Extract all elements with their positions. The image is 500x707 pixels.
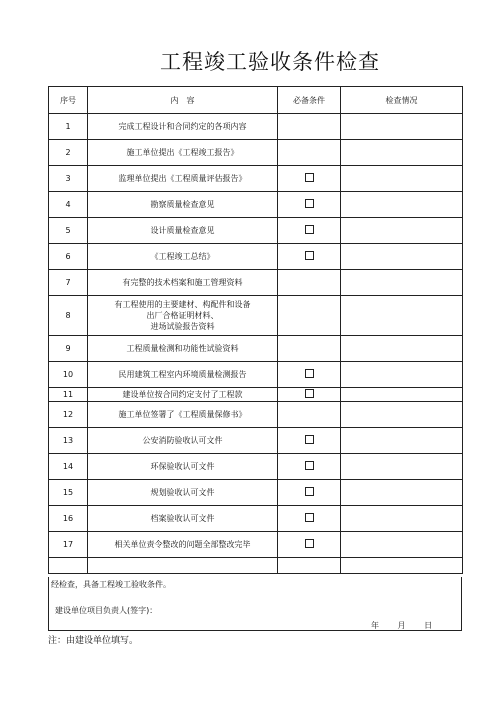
table-row: [49, 388, 463, 402]
row-content: [88, 402, 278, 428]
check-status-cell: [341, 166, 463, 192]
check-status-cell: [341, 244, 463, 270]
content-line: 工程质量检测和功能性试验资料: [126, 344, 239, 353]
row-content: [88, 454, 278, 480]
table-row: [49, 244, 463, 270]
row-content: [88, 558, 278, 574]
checkbox[interactable]: [305, 539, 314, 548]
required-cell: [278, 114, 341, 140]
content-line: 设计质量检查意见: [150, 226, 215, 235]
row-content: [88, 296, 278, 336]
content-line: 相关单位责令整改的问题全部整改完毕: [114, 540, 251, 549]
row-index: [49, 558, 88, 574]
row-content: [88, 192, 278, 218]
row-index: 4: [49, 192, 88, 218]
check-status-cell: [341, 336, 463, 362]
required-cell: [278, 244, 341, 270]
date-label: 年 月 日: [371, 621, 433, 630]
table-row: [49, 218, 463, 244]
row-content: [88, 362, 278, 388]
table-row: [49, 480, 463, 506]
table-header-row: [49, 87, 463, 114]
checkbox[interactable]: [305, 369, 314, 378]
row-index: 3: [49, 166, 88, 192]
content-line: 档案验收认可文件: [150, 514, 215, 523]
check-status-cell: [341, 114, 463, 140]
signer-label: 建设单位项目负责人(签字)：: [55, 606, 158, 615]
note-text: 注：由建设单位填写。: [48, 636, 139, 646]
content-line: 监理单位提出《工程质量评估报告》: [118, 174, 247, 183]
row-content: [88, 270, 278, 296]
content-line: 环保验收认可文件: [150, 462, 215, 471]
row-content: [88, 140, 278, 166]
checkbox[interactable]: [305, 389, 314, 398]
table-row: [49, 114, 463, 140]
required-cell: [278, 480, 341, 506]
content-line: 施工单位签署了《工程质量保修书》: [118, 410, 247, 419]
required-cell: [278, 218, 341, 244]
required-cell: [278, 402, 341, 428]
content-line: 规划验收认可文件: [150, 488, 215, 497]
content-line: 施工单位提出《工程竣工报告》: [126, 148, 239, 157]
required-cell: [278, 192, 341, 218]
table-row: [49, 270, 463, 296]
table-row: [49, 296, 463, 336]
checkbox[interactable]: [305, 251, 314, 260]
check-status-cell: [341, 388, 463, 402]
checkbox[interactable]: [305, 487, 314, 496]
row-content: [88, 166, 278, 192]
table-row: [49, 558, 463, 574]
row-content: [88, 428, 278, 454]
row-index: 12: [49, 402, 88, 428]
row-index: 14: [49, 454, 88, 480]
check-status-cell: [341, 192, 463, 218]
row-index: 16: [49, 506, 88, 532]
check-status-cell: [341, 428, 463, 454]
row-content: [88, 244, 278, 270]
row-index: 8: [49, 296, 88, 336]
inspection-table: [48, 86, 463, 574]
content-line: 勘察质量检查意见: [150, 200, 215, 209]
table-row: [49, 140, 463, 166]
required-cell: [278, 454, 341, 480]
row-index: 17: [49, 532, 88, 558]
required-cell: [278, 428, 341, 454]
content-line: 有完整的技术档案和施工管理资料: [122, 278, 243, 287]
check-status-cell: [341, 270, 463, 296]
check-status-cell: [341, 402, 463, 428]
check-status-cell: [341, 532, 463, 558]
header-required: 必备条件: [278, 87, 341, 114]
content-line: 建设单位按合同约定支付了工程款: [122, 390, 243, 399]
row-index: 10: [49, 362, 88, 388]
header-content: 内 容: [88, 87, 278, 114]
row-index: 11: [49, 388, 88, 402]
content-line: 出厂合格证明材料、: [146, 311, 219, 320]
check-status-cell: [341, 454, 463, 480]
conclusion-text: 经检查，具备工程竣工验收条件。: [51, 580, 171, 589]
required-cell: [278, 558, 341, 574]
check-status-cell: [341, 218, 463, 244]
required-cell: [278, 388, 341, 402]
content-line: 公安消防验收认可文件: [142, 436, 223, 445]
row-index: 6: [49, 244, 88, 270]
required-cell: [278, 166, 341, 192]
row-content: [88, 506, 278, 532]
table-row: [49, 336, 463, 362]
check-status-cell: [341, 558, 463, 574]
checkbox[interactable]: [305, 513, 314, 522]
checkbox[interactable]: [305, 461, 314, 470]
table-row: [49, 362, 463, 388]
content-line: 进场试验报告资料: [150, 322, 215, 331]
page-title: 工程竣工验收条件检查: [160, 50, 380, 74]
row-index: 1: [49, 114, 88, 140]
checkbox[interactable]: [305, 173, 314, 182]
table-row: [49, 402, 463, 428]
required-cell: [278, 506, 341, 532]
row-index: 7: [49, 270, 88, 296]
row-index: 9: [49, 336, 88, 362]
table-row: [49, 532, 463, 558]
row-index: 5: [49, 218, 88, 244]
required-cell: [278, 532, 341, 558]
header-check-status: 检查情况: [341, 87, 463, 114]
row-index: 13: [49, 428, 88, 454]
content-line: 有工程使用的主要建材、构配件和设备: [114, 300, 251, 309]
required-cell: [278, 140, 341, 166]
content-line: 《工程竣工总结》: [150, 252, 215, 261]
table-row: [49, 192, 463, 218]
checkbox[interactable]: [305, 199, 314, 208]
content-line: 民用建筑工程室内环境质量检测报告: [118, 370, 247, 379]
required-cell: [278, 336, 341, 362]
checkbox[interactable]: [305, 435, 314, 444]
row-content: [88, 388, 278, 402]
row-index: 2: [49, 140, 88, 166]
conclusion-box: [48, 577, 462, 631]
content-line: 完成工程设计和合同约定的各项内容: [118, 122, 247, 131]
required-cell: [278, 362, 341, 388]
required-cell: [278, 270, 341, 296]
header-index: 序号: [49, 87, 88, 114]
check-status-cell: [341, 296, 463, 336]
check-status-cell: [341, 480, 463, 506]
check-status-cell: [341, 506, 463, 532]
table-row: [49, 454, 463, 480]
row-content: [88, 336, 278, 362]
check-status-cell: [341, 140, 463, 166]
row-content: [88, 218, 278, 244]
table-row: [49, 166, 463, 192]
check-status-cell: [341, 362, 463, 388]
required-cell: [278, 296, 341, 336]
table-row: [49, 428, 463, 454]
checkbox[interactable]: [305, 225, 314, 234]
row-content: [88, 114, 278, 140]
row-content: [88, 532, 278, 558]
table-row: [49, 506, 463, 532]
row-content: [88, 480, 278, 506]
row-index: 15: [49, 480, 88, 506]
